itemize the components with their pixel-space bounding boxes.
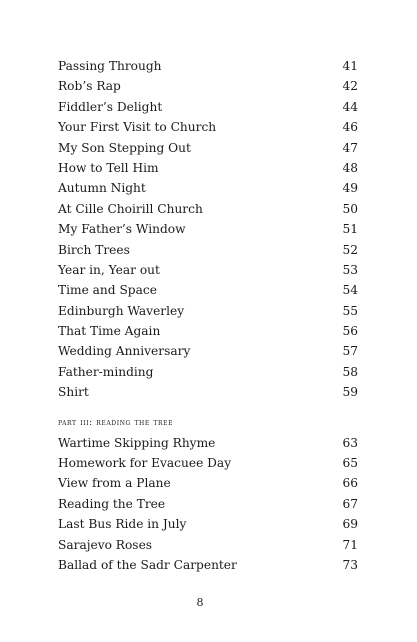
toc-entry xyxy=(58,199,358,219)
toc-entry xyxy=(58,76,358,96)
toc-entry-title: Wartime Skipping Rhyme xyxy=(58,435,216,450)
toc-entry xyxy=(58,535,358,555)
toc-entry-title: Homework for Evacuee Day xyxy=(58,456,232,471)
toc-entry-title: Autumn Night xyxy=(58,181,146,196)
toc-entry-page-number: 53 xyxy=(342,262,358,277)
section-heading-part-3: part iii: reading the tree xyxy=(58,416,174,428)
toc-entry-title: Birch Trees xyxy=(58,242,130,257)
toc-entry xyxy=(58,362,358,382)
toc-entry-page-number: 54 xyxy=(342,283,358,298)
toc-entry xyxy=(58,240,358,260)
toc-entry-page-number: 57 xyxy=(342,344,358,359)
toc-entry-title: Passing Through xyxy=(58,59,162,73)
toc-entry-page-number: 56 xyxy=(342,324,358,339)
toc-entry xyxy=(58,555,358,575)
toc-entry-title: Reading the Tree xyxy=(58,496,166,511)
toc-entry-title: Your First Visit to Church xyxy=(58,120,217,135)
toc-entry xyxy=(58,494,358,514)
part-2-entry-list xyxy=(58,56,358,403)
toc-entry-title: How to Tell Him xyxy=(58,160,159,175)
toc-entry xyxy=(58,117,358,137)
toc-entry-title: That Time Again xyxy=(58,324,161,339)
toc-entry-page-number: 69 xyxy=(342,517,358,532)
toc-entry-page-number: 47 xyxy=(342,140,358,155)
toc-entry-title: Sarajevo Roses xyxy=(58,537,153,552)
toc-entry xyxy=(58,280,358,300)
toc-entry-title: Time and Space xyxy=(58,283,157,298)
toc-entry-title: At Cille Choirill Church xyxy=(58,201,203,216)
toc-entry-page-number: 63 xyxy=(342,435,358,450)
toc-entry xyxy=(58,473,358,493)
toc-entry xyxy=(58,382,358,402)
toc-entry-page-number: 58 xyxy=(342,364,358,379)
toc-entry-title: Fiddler’s Delight xyxy=(58,99,163,114)
toc-entry xyxy=(58,56,358,76)
toc-entry-title: My Son Stepping Out xyxy=(58,140,191,155)
toc-entry xyxy=(58,260,358,280)
section-gap xyxy=(58,403,358,413)
toc-entry-page-number: 67 xyxy=(342,496,358,511)
toc-entry-title: Wedding Anniversary xyxy=(58,344,191,359)
toc-entry xyxy=(58,138,358,158)
toc-entry-page-number: 55 xyxy=(342,303,358,318)
toc-entry-page-number: 42 xyxy=(342,79,358,94)
toc-entry xyxy=(58,514,358,534)
toc-entry-page-number: 65 xyxy=(342,456,358,471)
toc-entry-page-number: 73 xyxy=(342,557,358,572)
toc-entry-page-number: 50 xyxy=(342,201,358,216)
toc-entry xyxy=(58,321,358,341)
part-3-entry-list xyxy=(58,433,358,576)
toc-entry-page-number: 59 xyxy=(342,385,358,400)
toc-entry xyxy=(58,341,358,361)
toc-entry xyxy=(58,219,358,239)
toc-entry xyxy=(58,301,358,321)
page-number: 8 xyxy=(196,596,204,609)
toc-entry-page-number: 49 xyxy=(342,181,358,196)
toc-entry-page-number: 41 xyxy=(342,59,358,73)
toc-entry-title: My Father’s Window xyxy=(58,222,186,237)
toc-entry-page-number: 48 xyxy=(342,160,358,175)
toc-entry xyxy=(58,158,358,178)
toc-entry-title: Year in, Year out xyxy=(58,262,160,277)
toc-entry xyxy=(58,433,358,453)
toc-entry-title: View from a Plane xyxy=(58,476,171,491)
toc-entry-page-number: 46 xyxy=(342,120,358,135)
toc-entry-page-number: 71 xyxy=(342,537,358,552)
toc-entry xyxy=(58,178,358,198)
toc-entry-title: Rob’s Rap xyxy=(58,79,121,94)
toc-entry-title: Ballad of the Sadr Carpenter xyxy=(58,557,237,572)
toc-entry xyxy=(58,97,358,117)
toc-entry-title: Shirt xyxy=(58,385,89,400)
toc-entry-page-number: 52 xyxy=(342,242,358,257)
toc-entry-page-number: 51 xyxy=(342,222,358,237)
toc-entry-title: Father-minding xyxy=(58,364,154,379)
toc-entry-title: Edinburgh Waverley xyxy=(58,303,185,318)
table-of-contents xyxy=(58,56,358,575)
toc-entry-title: Last Bus Ride in July xyxy=(58,517,187,532)
toc-entry xyxy=(58,453,358,473)
toc-entry-page-number: 66 xyxy=(342,476,358,491)
toc-entry-page-number: 44 xyxy=(342,99,358,114)
